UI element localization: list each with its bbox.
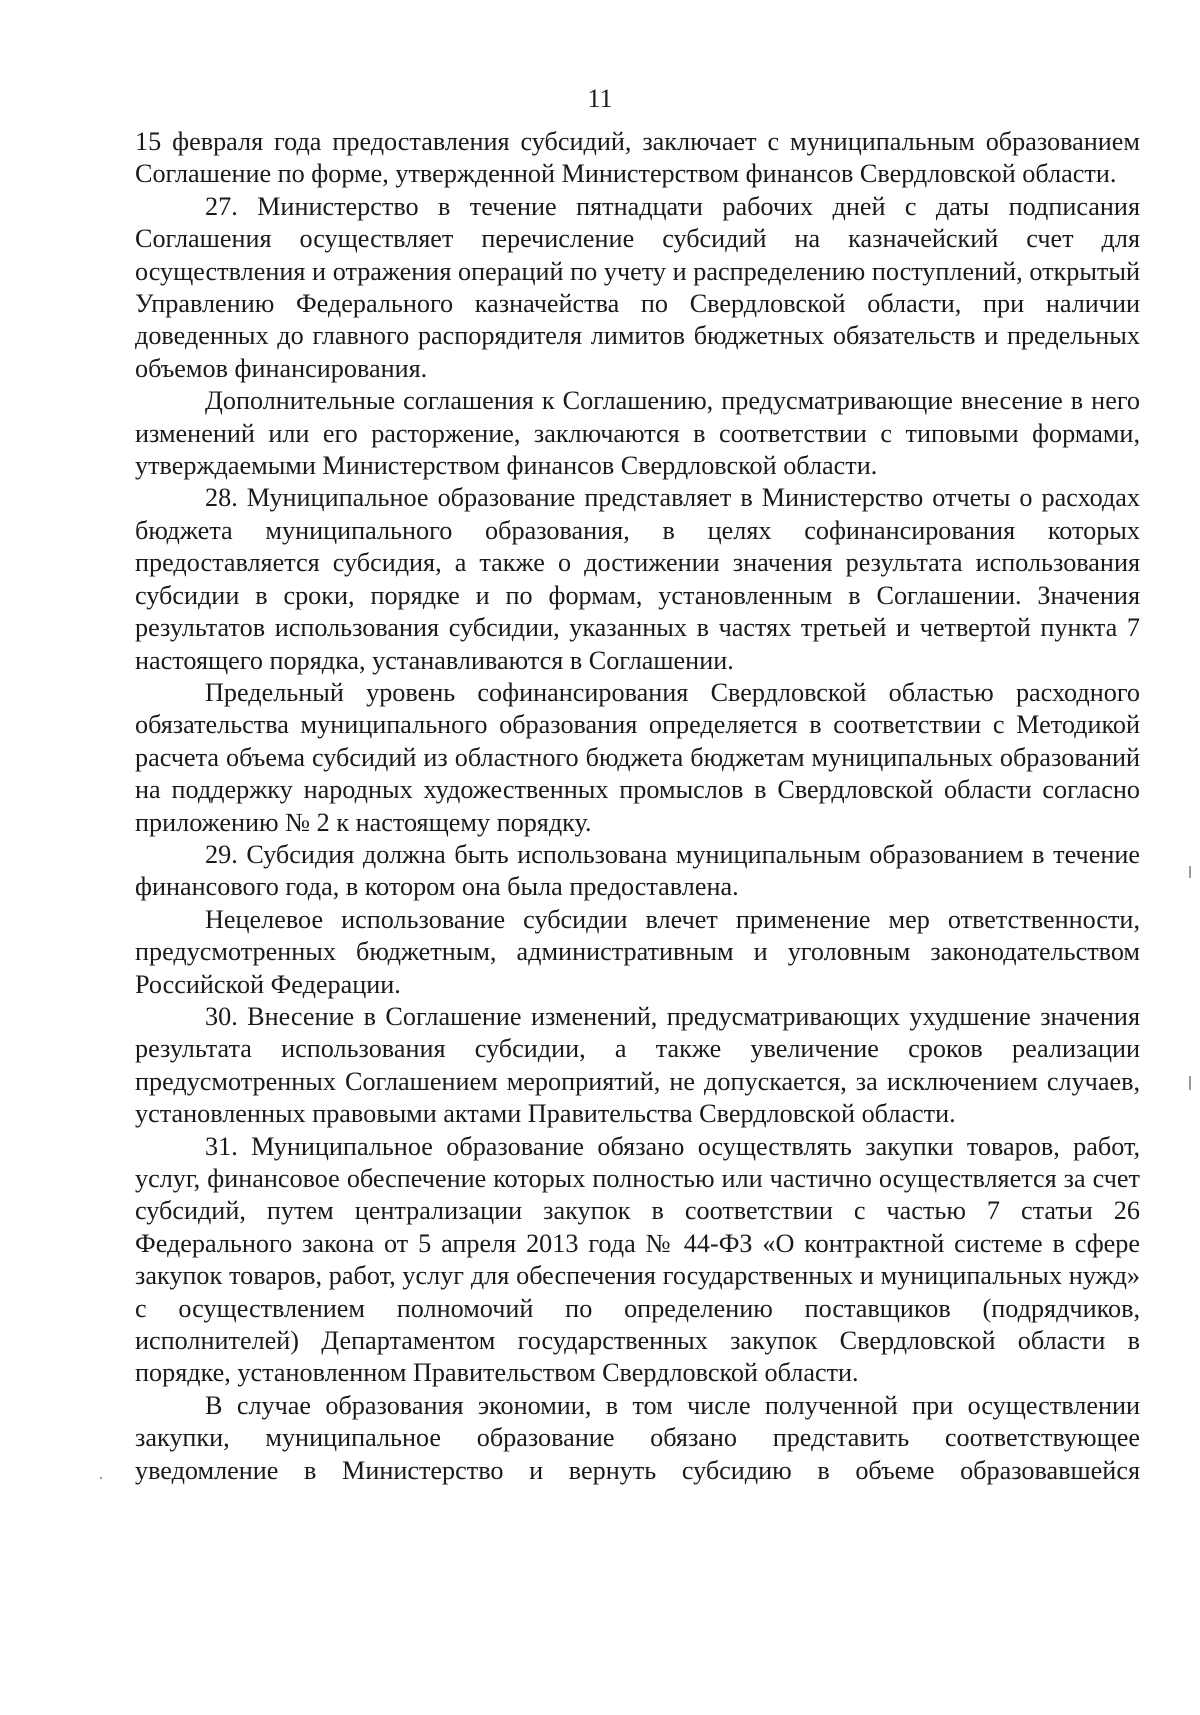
paragraph-item-30: 30. Внесение в Соглашение изменений, предусматривающих ухудшение значения результата использования субсидии, а также увеличение сроков реализации предусмотренных Соглашением мероприятий, не допускается, за исключением случаев, установленных правовыми актами Правительства Свердловской области. [135, 1001, 1140, 1129]
document-body [135, 126, 1140, 1487]
paragraph-continuation: 15 февраля года предоставления субсидий, заключает с муниципальным образованием Соглашение по форме, утвержденной Министерством финансов Свердловской области. [135, 127, 1140, 189]
scan-artifact-dot [100, 1477, 102, 1479]
paragraph-cofinancing-level: Предельный уровень софинансирования Свердловской областью расходного обязательства муниципального образования определяется в соответствии с Методикой расчета объема субсидий из областного бюджета бюджетам муниципальных образований на поддержку народных художественных промыслов в Свердловской области согласно приложению № 2 к настоящему порядку. [135, 677, 1140, 837]
paragraph-savings: В случае образования экономии, в том числе полученной при осуществлении закупки, муниципальное образование обязано представить соответствующее уведомление в Министерство и вернуть субсидию в объеме образовавшейся [135, 1390, 1140, 1485]
paragraph-item-29: 29. Субсидия должна быть использована муниципальным образованием в течение финансового года, в котором она была предоставлена. [135, 839, 1140, 902]
paragraph-item-28: 28. Муниципальное образование представляет в Министерство отчеты о расходах бюджета муниципального образования, в целях софинансирования которых предоставляется субсидия, а также о достижении значения результата использования субсидии в сроки, порядке и по формам, установленным в Соглашении. Значения результатов использования субсидии, указанных в частях третьей и четвертой пункта 7 настоящего порядка, устанавливаются в Соглашении. [135, 483, 1140, 675]
paragraph-item-31: 31. Муниципальное образование обязано осуществлять закупки товаров, работ, услуг, финансовое обеспечение которых полностью или частично осуществляется за счет субсидий, путем централизации закупок в соответствии с частью 7 статьи 26 Федерального закона от 5 апреля 2013 года № 44-ФЗ «О контрактной системе в сфере закупок товаров, работ, услуг для обеспечения государственных и муниципальных нужд» с осуществлением полномочий по определению поставщиков (подрядчиков, исполнителей) Департаментом государственных закупок Свердловской области в порядке, установленном Правительством Свердловской области. [135, 1131, 1140, 1388]
paragraph-misuse-liability: Нецелевое использование субсидии влечет применение мер ответственности, предусмотренных бюджетным, административным и уголовным законодательством Российской Федерации. [135, 904, 1140, 999]
paragraph-item-27: 27. Министерство в течение пятнадцати рабочих дней с даты подписания Соглашения осуществляет перечисление субсидий на казначейский счет для осуществления и отражения операций по учету и распределению поступлений, открытый Управлению Федерального казначейства по Свердловской области, при наличии доведенных до главного распорядителя лимитов бюджетных обязательств и предельных объемов финансирования. [135, 191, 1140, 383]
page-number: 11 [587, 84, 613, 113]
paragraph-additional-agreements: Дополнительные соглашения к Соглашению, предусматривающие внесение в него изменений или его расторжение, заключаются в соответствии с типовыми формами, утверждаемыми Министерством финансов Свердловской области. [135, 386, 1140, 481]
scan-artifact-mark [1189, 866, 1191, 878]
scan-artifact-mark [1189, 1076, 1191, 1090]
